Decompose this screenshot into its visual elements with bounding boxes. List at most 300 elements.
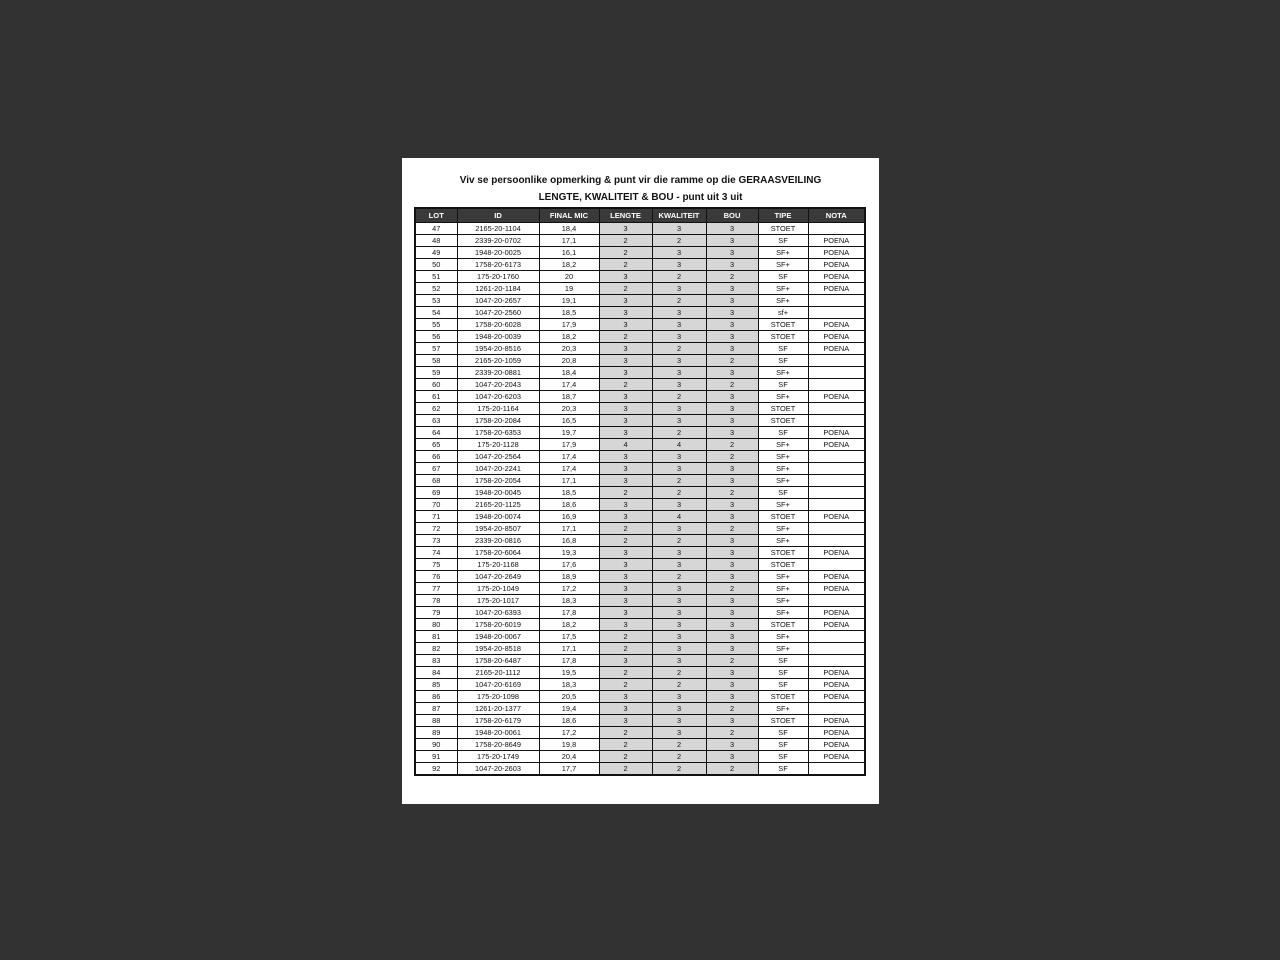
header-tipe: TIPE [758, 208, 808, 223]
cell-lengte: 2 [599, 763, 652, 776]
cell-kwaliteit: 3 [652, 367, 706, 379]
cell-bou: 3 [706, 475, 758, 487]
header-bou: BOU [706, 208, 758, 223]
table-row [415, 607, 865, 619]
cell-kwaliteit: 3 [652, 631, 706, 643]
table-row [415, 367, 865, 379]
table-row [415, 415, 865, 427]
cell-final-mic: 18,6 [539, 715, 599, 727]
cell-final-mic: 17,2 [539, 727, 599, 739]
cell-bou: 3 [706, 499, 758, 511]
cell-final-mic: 17,4 [539, 463, 599, 475]
table-row [415, 691, 865, 703]
cell-id: 1758-20-6487 [457, 655, 539, 667]
cell-tipe: SF [758, 655, 808, 667]
cell-nota: POENA [808, 391, 865, 403]
cell-kwaliteit: 2 [652, 391, 706, 403]
cell-nota [808, 475, 865, 487]
cell-nota [808, 535, 865, 547]
cell-id: 1047-20-2657 [457, 295, 539, 307]
cell-lengte: 3 [599, 715, 652, 727]
cell-tipe: SF [758, 727, 808, 739]
table-row [415, 223, 865, 235]
cell-lot: 79 [415, 607, 457, 619]
cell-id: 175-20-1128 [457, 439, 539, 451]
cell-tipe: SF [758, 667, 808, 679]
cell-lot: 87 [415, 703, 457, 715]
cell-nota [808, 415, 865, 427]
table-row [415, 619, 865, 631]
cell-lengte: 3 [599, 319, 652, 331]
cell-kwaliteit: 3 [652, 223, 706, 235]
table-row [415, 343, 865, 355]
table-row [415, 331, 865, 343]
cell-nota [808, 559, 865, 571]
cell-lot: 57 [415, 343, 457, 355]
cell-nota: POENA [808, 619, 865, 631]
table-row [415, 535, 865, 547]
cell-nota: POENA [808, 679, 865, 691]
cell-tipe: SF [758, 427, 808, 439]
cell-lot: 64 [415, 427, 457, 439]
cell-kwaliteit: 3 [652, 247, 706, 259]
cell-final-mic: 19,5 [539, 667, 599, 679]
cell-final-mic: 18,2 [539, 331, 599, 343]
cell-lengte: 2 [599, 283, 652, 295]
cell-bou: 3 [706, 715, 758, 727]
table-row [415, 703, 865, 715]
cell-bou: 2 [706, 523, 758, 535]
cell-nota [808, 499, 865, 511]
cell-tipe: SF [758, 763, 808, 776]
cell-kwaliteit: 2 [652, 487, 706, 499]
cell-kwaliteit: 3 [652, 283, 706, 295]
cell-bou: 3 [706, 739, 758, 751]
cell-lengte: 3 [599, 691, 652, 703]
table-row [415, 739, 865, 751]
cell-kwaliteit: 3 [652, 403, 706, 415]
cell-id: 2165-20-1125 [457, 499, 539, 511]
cell-bou: 3 [706, 595, 758, 607]
cell-id: 1047-20-2043 [457, 379, 539, 391]
cell-id: 2165-20-1104 [457, 223, 539, 235]
cell-nota: POENA [808, 739, 865, 751]
table-row [415, 511, 865, 523]
cell-tipe: STOET [758, 403, 808, 415]
cell-tipe: SF+ [758, 259, 808, 271]
cell-tipe: SF+ [758, 283, 808, 295]
cell-nota [808, 223, 865, 235]
cell-kwaliteit: 3 [652, 355, 706, 367]
cell-kwaliteit: 3 [652, 547, 706, 559]
cell-final-mic: 17,6 [539, 559, 599, 571]
cell-lengte: 2 [599, 379, 652, 391]
cell-tipe: SF+ [758, 499, 808, 511]
cell-bou: 3 [706, 679, 758, 691]
cell-final-mic: 17,1 [539, 643, 599, 655]
cell-final-mic: 19,7 [539, 427, 599, 439]
table-row [415, 307, 865, 319]
cell-lot: 84 [415, 667, 457, 679]
cell-nota [808, 643, 865, 655]
cell-tipe: SF+ [758, 391, 808, 403]
cell-id: 1948-20-0025 [457, 247, 539, 259]
cell-bou: 3 [706, 547, 758, 559]
cell-lot: 82 [415, 643, 457, 655]
cell-tipe: STOET [758, 547, 808, 559]
cell-lengte: 3 [599, 511, 652, 523]
cell-id: 1758-20-6173 [457, 259, 539, 271]
header-lengte: LENGTE [599, 208, 652, 223]
cell-nota: POENA [808, 547, 865, 559]
cell-lot: 73 [415, 535, 457, 547]
cell-nota: POENA [808, 259, 865, 271]
cell-lot: 60 [415, 379, 457, 391]
cell-id: 2165-20-1059 [457, 355, 539, 367]
cell-id: 1758-20-8649 [457, 739, 539, 751]
cell-final-mic: 20,4 [539, 751, 599, 763]
cell-final-mic: 17,4 [539, 379, 599, 391]
cell-tipe: SF [758, 679, 808, 691]
table-row [415, 271, 865, 283]
table-row [415, 235, 865, 247]
cell-nota [808, 595, 865, 607]
cell-final-mic: 20,3 [539, 403, 599, 415]
cell-bou: 2 [706, 271, 758, 283]
cell-lot: 48 [415, 235, 457, 247]
document-title-line2: LENGTE, KWALITEIT & BOU - punt uit 3 uit [538, 192, 743, 203]
cell-final-mic: 18,2 [539, 259, 599, 271]
cell-kwaliteit: 3 [652, 415, 706, 427]
cell-id: 2339-20-0881 [457, 367, 539, 379]
cell-final-mic: 20,3 [539, 343, 599, 355]
cell-bou: 2 [706, 703, 758, 715]
cell-lot: 71 [415, 511, 457, 523]
cell-nota [808, 655, 865, 667]
cell-lengte: 2 [599, 535, 652, 547]
cell-final-mic: 20,5 [539, 691, 599, 703]
cell-final-mic: 17,5 [539, 631, 599, 643]
table-row [415, 439, 865, 451]
cell-lengte: 3 [599, 583, 652, 595]
cell-lot: 47 [415, 223, 457, 235]
cell-final-mic: 17,4 [539, 451, 599, 463]
cell-id: 1948-20-0045 [457, 487, 539, 499]
cell-final-mic: 18,6 [539, 499, 599, 511]
cell-id: 1758-20-6028 [457, 319, 539, 331]
cell-final-mic: 19,3 [539, 547, 599, 559]
cell-lengte: 3 [599, 295, 652, 307]
cell-lot: 63 [415, 415, 457, 427]
table-row [415, 247, 865, 259]
cell-lot: 50 [415, 259, 457, 271]
cell-final-mic: 19,1 [539, 295, 599, 307]
cell-lot: 53 [415, 295, 457, 307]
cell-tipe: SF+ [758, 535, 808, 547]
cell-lengte: 2 [599, 727, 652, 739]
cell-bou: 3 [706, 559, 758, 571]
cell-bou: 3 [706, 511, 758, 523]
cell-lot: 56 [415, 331, 457, 343]
cell-bou: 3 [706, 607, 758, 619]
cell-tipe: SF+ [758, 439, 808, 451]
cell-bou: 3 [706, 403, 758, 415]
cell-lot: 75 [415, 559, 457, 571]
cell-kwaliteit: 3 [652, 319, 706, 331]
cell-lot: 59 [415, 367, 457, 379]
table-row [415, 595, 865, 607]
cell-tipe: SF [758, 355, 808, 367]
cell-tipe: STOET [758, 331, 808, 343]
cell-final-mic: 17,7 [539, 763, 599, 776]
header-nota: NOTA [808, 208, 865, 223]
cell-tipe: SF+ [758, 583, 808, 595]
cell-nota: POENA [808, 247, 865, 259]
cell-lot: 83 [415, 655, 457, 667]
cell-kwaliteit: 3 [652, 463, 706, 475]
cell-kwaliteit: 2 [652, 295, 706, 307]
cell-lengte: 3 [599, 403, 652, 415]
cell-lot: 54 [415, 307, 457, 319]
table-row [415, 679, 865, 691]
cell-tipe: sf+ [758, 307, 808, 319]
cell-final-mic: 18,3 [539, 595, 599, 607]
cell-final-mic: 18,5 [539, 487, 599, 499]
cell-bou: 3 [706, 259, 758, 271]
cell-id: 2339-20-0816 [457, 535, 539, 547]
cell-kwaliteit: 3 [652, 655, 706, 667]
cell-tipe: SF [758, 343, 808, 355]
cell-id: 175-20-1098 [457, 691, 539, 703]
table-row [415, 547, 865, 559]
cell-lot: 69 [415, 487, 457, 499]
table-row [415, 727, 865, 739]
cell-lot: 76 [415, 571, 457, 583]
cell-kwaliteit: 3 [652, 595, 706, 607]
header-lot: LOT [415, 208, 457, 223]
cell-tipe: STOET [758, 715, 808, 727]
cell-nota [808, 379, 865, 391]
cell-nota: POENA [808, 343, 865, 355]
cell-lengte: 3 [599, 343, 652, 355]
cell-id: 1047-20-2649 [457, 571, 539, 583]
cell-lot: 67 [415, 463, 457, 475]
table-row [415, 451, 865, 463]
cell-bou: 2 [706, 727, 758, 739]
cell-final-mic: 17,1 [539, 523, 599, 535]
cell-final-mic: 17,8 [539, 607, 599, 619]
cell-nota: POENA [808, 283, 865, 295]
cell-lot: 74 [415, 547, 457, 559]
cell-nota: POENA [808, 691, 865, 703]
table-row [415, 283, 865, 295]
cell-tipe: SF+ [758, 475, 808, 487]
cell-final-mic: 20,8 [539, 355, 599, 367]
cell-tipe: SF+ [758, 571, 808, 583]
cell-kwaliteit: 2 [652, 535, 706, 547]
cell-tipe: SF+ [758, 367, 808, 379]
cell-lot: 91 [415, 751, 457, 763]
cell-bou: 3 [706, 463, 758, 475]
table-row [415, 667, 865, 679]
cell-kwaliteit: 2 [652, 235, 706, 247]
cell-bou: 3 [706, 307, 758, 319]
cell-kwaliteit: 3 [652, 691, 706, 703]
cell-final-mic: 19,8 [539, 739, 599, 751]
cell-tipe: STOET [758, 619, 808, 631]
document-title-line1: Viv se persoonlike opmerking & punt vir die ramme op die GERAASVEILING [459, 175, 822, 186]
cell-nota: POENA [808, 727, 865, 739]
cell-bou: 2 [706, 655, 758, 667]
cell-tipe: STOET [758, 223, 808, 235]
cell-tipe: STOET [758, 511, 808, 523]
cell-kwaliteit: 3 [652, 523, 706, 535]
table-row [415, 475, 865, 487]
cell-bou: 3 [706, 391, 758, 403]
cell-final-mic: 17,9 [539, 319, 599, 331]
cell-kwaliteit: 2 [652, 571, 706, 583]
cell-kwaliteit: 3 [652, 607, 706, 619]
table-row [415, 295, 865, 307]
table-row [415, 655, 865, 667]
cell-final-mic: 18,4 [539, 223, 599, 235]
cell-bou: 3 [706, 367, 758, 379]
cell-kwaliteit: 3 [652, 379, 706, 391]
table-row [415, 355, 865, 367]
cell-nota: POENA [808, 439, 865, 451]
cell-lot: 55 [415, 319, 457, 331]
cell-lengte: 3 [599, 355, 652, 367]
cell-nota: POENA [808, 751, 865, 763]
cell-final-mic: 18,4 [539, 367, 599, 379]
cell-kwaliteit: 2 [652, 763, 706, 776]
cell-lot: 92 [415, 763, 457, 776]
cell-kwaliteit: 2 [652, 667, 706, 679]
cell-bou: 2 [706, 355, 758, 367]
cell-final-mic: 17,2 [539, 583, 599, 595]
table-row [415, 715, 865, 727]
cell-id: 1948-20-0039 [457, 331, 539, 343]
cell-id: 175-20-1168 [457, 559, 539, 571]
cell-lot: 72 [415, 523, 457, 535]
cell-lot: 61 [415, 391, 457, 403]
cell-tipe: SF [758, 379, 808, 391]
cell-id: 1948-20-0074 [457, 511, 539, 523]
cell-lot: 52 [415, 283, 457, 295]
cell-nota [808, 631, 865, 643]
cell-kwaliteit: 4 [652, 511, 706, 523]
cell-nota: POENA [808, 607, 865, 619]
cell-kwaliteit: 2 [652, 271, 706, 283]
table-row [415, 487, 865, 499]
cell-lot: 80 [415, 619, 457, 631]
cell-lengte: 3 [599, 619, 652, 631]
cell-final-mic: 16,8 [539, 535, 599, 547]
cell-nota: POENA [808, 583, 865, 595]
cell-nota: POENA [808, 319, 865, 331]
cell-final-mic: 17,8 [539, 655, 599, 667]
cell-id: 1047-20-2603 [457, 763, 539, 776]
table-row [415, 631, 865, 643]
cell-tipe: SF+ [758, 607, 808, 619]
cell-id: 1758-20-2084 [457, 415, 539, 427]
cell-lot: 88 [415, 715, 457, 727]
cell-kwaliteit: 3 [652, 499, 706, 511]
cell-id: 2165-20-1112 [457, 667, 539, 679]
cell-bou: 3 [706, 643, 758, 655]
cell-lot: 58 [415, 355, 457, 367]
cell-id: 1047-20-6393 [457, 607, 539, 619]
cell-tipe: SF [758, 739, 808, 751]
cell-lengte: 4 [599, 439, 652, 451]
cell-bou: 3 [706, 691, 758, 703]
table-row [415, 427, 865, 439]
cell-id: 1758-20-2054 [457, 475, 539, 487]
cell-nota [808, 523, 865, 535]
cell-kwaliteit: 2 [652, 475, 706, 487]
cell-nota [808, 487, 865, 499]
table-row [415, 643, 865, 655]
table-row [415, 559, 865, 571]
cell-final-mic: 17,9 [539, 439, 599, 451]
cell-kwaliteit: 3 [652, 703, 706, 715]
cell-lot: 81 [415, 631, 457, 643]
cell-bou: 2 [706, 487, 758, 499]
cell-lengte: 2 [599, 247, 652, 259]
cell-tipe: STOET [758, 559, 808, 571]
cell-id: 1047-20-2564 [457, 451, 539, 463]
cell-nota [808, 355, 865, 367]
cell-lengte: 2 [599, 523, 652, 535]
cell-id: 1954-20-8518 [457, 643, 539, 655]
cell-final-mic: 18,2 [539, 619, 599, 631]
cell-final-mic: 20 [539, 271, 599, 283]
cell-lot: 90 [415, 739, 457, 751]
cell-lengte: 3 [599, 571, 652, 583]
cell-lot: 89 [415, 727, 457, 739]
cell-lot: 85 [415, 679, 457, 691]
cell-lot: 62 [415, 403, 457, 415]
header-final-mic: FINAL MIC [539, 208, 599, 223]
cell-tipe: SF+ [758, 523, 808, 535]
cell-nota: POENA [808, 271, 865, 283]
cell-tipe: SF+ [758, 451, 808, 463]
cell-tipe: SF+ [758, 631, 808, 643]
cell-lengte: 3 [599, 703, 652, 715]
cell-lengte: 2 [599, 751, 652, 763]
cell-id: 1954-20-8507 [457, 523, 539, 535]
cell-id: 1948-20-0061 [457, 727, 539, 739]
cell-nota [808, 295, 865, 307]
table-body [415, 223, 865, 776]
cell-tipe: SF [758, 271, 808, 283]
cell-lengte: 3 [599, 307, 652, 319]
cell-final-mic: 19,4 [539, 703, 599, 715]
cell-kwaliteit: 3 [652, 451, 706, 463]
cell-kwaliteit: 3 [652, 259, 706, 271]
table-row [415, 763, 865, 776]
cell-final-mic: 18,5 [539, 307, 599, 319]
cell-tipe: SF [758, 235, 808, 247]
cell-nota [808, 403, 865, 415]
cell-kwaliteit: 2 [652, 343, 706, 355]
cell-lot: 86 [415, 691, 457, 703]
cell-id: 1047-20-2560 [457, 307, 539, 319]
cell-lengte: 2 [599, 667, 652, 679]
table-row [415, 319, 865, 331]
table-row [415, 391, 865, 403]
table-row [415, 571, 865, 583]
